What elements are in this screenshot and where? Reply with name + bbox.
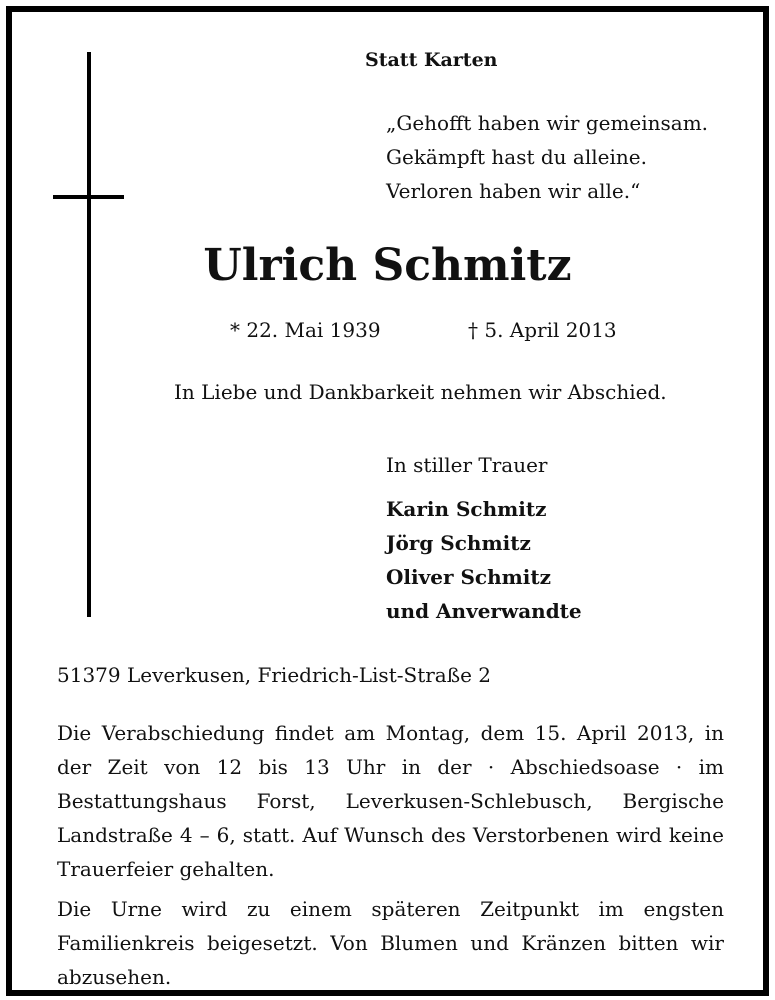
cross-horizontal-bar [53, 195, 124, 199]
quote-line: „Gehofft haben wir gemeinsam. [386, 111, 709, 135]
deceased-name: Ulrich Schmitz [203, 240, 572, 291]
mourner-name: Karin Schmitz [386, 497, 547, 521]
farewell-line: In Liebe und Dankbarkeit nehmen wir Abschied. [174, 380, 667, 404]
mourner-name: Oliver Schmitz [386, 565, 551, 589]
quote-line: Verloren haben wir alle.“ [386, 179, 641, 203]
cross-vertical-bar [87, 52, 91, 617]
mourner-name: und Anverwandte [386, 599, 582, 623]
mourner-name: Jörg Schmitz [386, 531, 531, 555]
family-address: 51379 Leverkusen, Friedrich-List-Straße 2 [57, 663, 491, 687]
ceremony-paragraph: Die Verabschiedung findet am Montag, dem 15. April 2013, in der Zeit von 12 bis 13 Uhr in der · Abschiedsoase · im Bestattungshaus Forst, Leverkusen-Schlebusch, Bergische Landstraße 4 – 6, statt. Auf Wunsch des Verstorbenen wird keine Trauerfeier gehalten. [57, 721, 724, 881]
quote-line: Gekämpft hast du alleine. [386, 145, 647, 169]
quote-block [386, 106, 708, 208]
birth-date: * 22. Mai 1939 [230, 318, 381, 342]
death-date: † 5. April 2013 [468, 318, 617, 342]
urn-paragraph: Die Urne wird zu einem späteren Zeitpunkt im engsten Familienkreis beigesetzt. Von Blumen und Kränzen bitten wir abzusehen. [57, 897, 724, 989]
mourning-label: In stiller Trauer [386, 453, 548, 477]
notice-heading: Statt Karten [365, 49, 498, 71]
mourner-list [386, 492, 582, 628]
